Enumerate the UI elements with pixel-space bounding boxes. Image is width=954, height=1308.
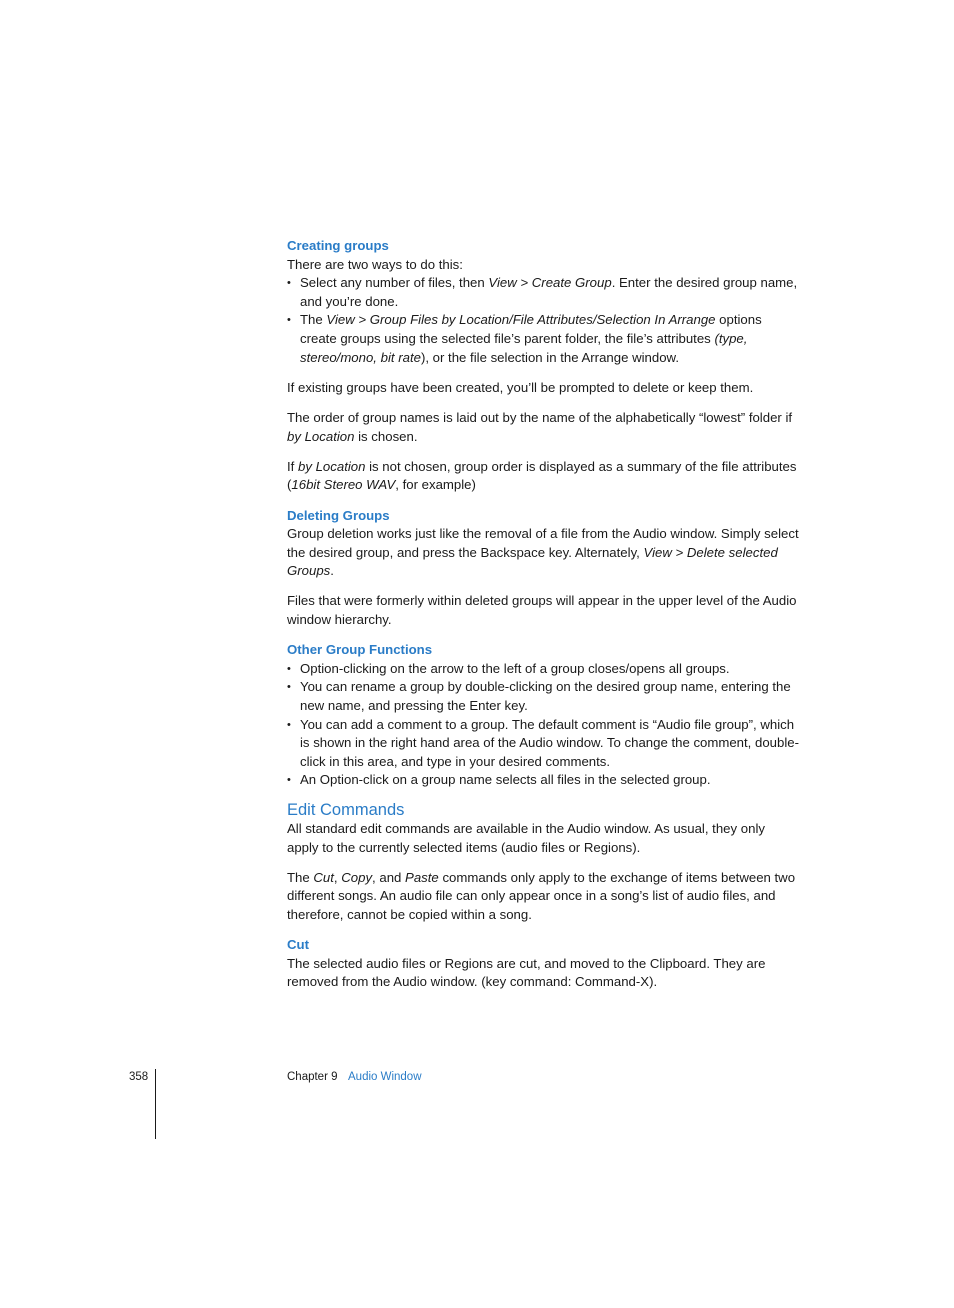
text-run: commands only apply to the exchange of items between two different songs. An audio file can only appear once in a song’s list of audio files, and therefore, cannot be copied within a song. xyxy=(287,869,796,922)
heading-creating-groups: Creating groups xyxy=(287,238,389,253)
text-run: 16bit Stereo WAV xyxy=(291,477,396,493)
text-run: options create groups using the selected file’s parent folder, the file’s attributes xyxy=(300,312,762,346)
paragraph xyxy=(287,869,799,925)
text-run: by Location xyxy=(287,428,355,444)
text-run: . xyxy=(330,563,334,579)
paragraph: The selected audio files or Regions are cut, and moved to the Clipboard. They are removed from the Audio window. (key command: Command-X). xyxy=(287,955,766,990)
footer-chapter-title: Audio Window xyxy=(348,1071,422,1083)
list-item: • You can rename a group by double-clicking on the desired group name, entering the new name, and pressing the Enter key. xyxy=(287,678,799,715)
text-run: . Enter the desired group name, and you’re done. xyxy=(300,275,798,309)
text-run: If xyxy=(287,458,298,474)
paragraph xyxy=(287,409,799,446)
paragraph xyxy=(287,458,799,495)
other-group-functions-list xyxy=(287,660,799,790)
text-run: (type, stereo/mono, bit rate xyxy=(300,330,748,365)
menu-path: View > Create Group xyxy=(488,275,612,291)
list-item: • An Option-click on a group name selects all files in the selected group. xyxy=(287,771,799,790)
text-run: by Location xyxy=(298,458,366,474)
text-run: The xyxy=(287,869,314,885)
creating-groups-intro: There are two ways to do this: xyxy=(287,256,463,272)
text-run: is chosen. xyxy=(354,428,418,444)
list-item: • Option-clicking on the arrow to the left of a group closes/opens all groups. xyxy=(287,660,799,679)
text-run: is not chosen, group order is displayed as a summary of the file attributes ( xyxy=(287,458,797,493)
menu-path: View > Group Files by Location/File Attributes/Selection In Arrange xyxy=(326,312,716,328)
list-item xyxy=(287,311,799,367)
page-number: 358 xyxy=(129,1071,149,1083)
command-name: Copy xyxy=(341,869,373,885)
command-name: Cut xyxy=(313,869,334,885)
text-run: , xyxy=(333,869,342,885)
paragraph: If existing groups have been created, you’ll be prompted to delete or keep them. xyxy=(287,379,754,395)
text-run: Select any number of files, then xyxy=(300,275,489,291)
paragraph: Files that were formerly within deleted groups will appear in the upper level of the Audio window hierarchy. xyxy=(287,593,797,628)
creating-groups-list xyxy=(287,274,799,367)
paragraph xyxy=(287,525,799,581)
page-content xyxy=(287,237,799,992)
paragraph: All standard edit commands are available in the Audio window. As usual, they only apply to the currently selected items (audio files or Regions). xyxy=(287,821,765,855)
heading-edit-commands: Edit Commands xyxy=(287,801,405,819)
heading-deleting-groups: Deleting Groups xyxy=(287,507,390,523)
list-item xyxy=(287,274,799,311)
list-item: • You can add a comment to a group. The default comment is “Audio file group”, which is shown in the right hand area of the Audio window. To change the comment, double-click in this area, and type in your desired comments. xyxy=(287,716,799,772)
text-run: , for example) xyxy=(395,477,476,493)
text-run: , and xyxy=(372,869,406,885)
text-run: The xyxy=(300,312,327,328)
footer-divider xyxy=(155,1069,156,1139)
text-run: ), or the file selection in the Arrange window. xyxy=(420,349,679,365)
text-run: Group deletion works just like the removal of a file from the Audio window. Simply select the desired group, and press the Backspace key. Alternately, xyxy=(287,526,799,560)
heading-other-group-functions: Other Group Functions xyxy=(287,642,433,658)
text-run: The order of group names is laid out by the name of the alphabetically “lowest” folder if xyxy=(287,409,793,425)
menu-path: View > Delete selected Groups xyxy=(287,544,778,579)
command-name: Paste xyxy=(405,869,439,885)
heading-cut: Cut xyxy=(287,937,309,953)
footer-chapter-label: Chapter 9 xyxy=(287,1071,338,1083)
